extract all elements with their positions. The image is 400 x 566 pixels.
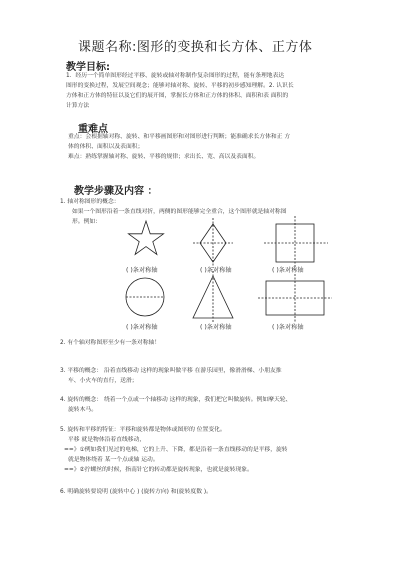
item1-line-2: 形。例如： [72,219,101,225]
item1-title: 1. 轴对称图形的概念： [60,199,120,205]
keypoints-heading: 重难点 [78,124,108,135]
keypoints-line-1: 重点：会根据轴对称、旋转、和平移画图形和对图形进行判断；能准确求长方体和正 方 [68,134,291,140]
objectives-heading: 教学目标: [66,62,110,73]
star-shape [128,221,163,255]
keypoints-line-2: 体的体积、面积以及表面积； [68,144,144,150]
objectives-line-3: 方体和正方体的特征以及它们的展开图，掌握长方体和正方体的体积、面积和表 面积的 [66,93,289,99]
item6-text: 6. 明确旋转要说明 (旋转中心 ) (旋转方向) 和(旋转度数 )。 [60,489,212,495]
item1-line-1: 如果一个图形沿着一条直线对折，两侧的图形能够完全重合，这个图形就是轴对称图 [72,209,287,215]
item2-text: 2. 有个轴对称图形至少有一条对称轴！ [60,340,161,346]
item3-line-2: 车、小火车的直行，送滑； [68,378,138,384]
rectangle-caption: ( )条对称轴 [272,324,304,331]
diamond-caption: ( )条对称轴 [200,267,232,274]
item5-line-4: 就是物体绕着 某一个点或轴 运动。 [68,457,159,463]
circle-caption: ( )条对称轴 [126,324,158,331]
objectives-line-2: 图形的变换过程，发展空间观念；能够对轴对称、旋转、平移的初步感知理解。2. 认识长 [66,83,294,89]
star-caption: ( )条对称轴 [126,267,158,274]
item5-line-1: 5. 旋转和平移的特征：平移和旋转都是物体或图形的 位置变化。 [60,427,226,433]
item5-line-2: 平移 就是物体沿着直线移动， [68,437,146,443]
lesson-title: 课题名称:图形的变换和长方体、正方体 [78,40,313,55]
triangle-caption: ( )条对称轴 [200,324,232,331]
item4-line-1: 4. 旋转的概念： 绕着一个点或一个轴移动 这样的现象，我们把它叫做旋转。例如摩天轮、 [60,397,292,403]
item4-line-2: 旋转木马。 [68,407,97,413]
objectives-line-1: 1．经历一个简单图形经过平移、旋转或轴对称制作复杂图形的过程，能有条理地表达 [66,73,285,79]
item5-line-3: ==》①例如我们见过的电梯，它的上升、下降，都是沿着一条直线移动的是平移，旋转 [64,447,288,453]
steps-heading: 教学步骤及内容 ： [74,186,158,197]
item5-line-5: ==》②拧螺丝的时候，指南针它的转动都是旋转现象，也就是旋转现象。 [64,467,253,473]
item3-line-1: 3. 平移的概念： 沿着直线移动 这样的现象叫做平移 在游乐园里，像滑滑梯、小朋友推 [60,368,282,374]
keypoints-line-3: 难点：熟练掌握轴对称、旋转、平移的规律；求出长、宽、高以及表面积。 [68,154,260,160]
objectives-line-4: 计算方法 [66,103,90,109]
square-caption: ( )条对称轴 [272,267,304,274]
